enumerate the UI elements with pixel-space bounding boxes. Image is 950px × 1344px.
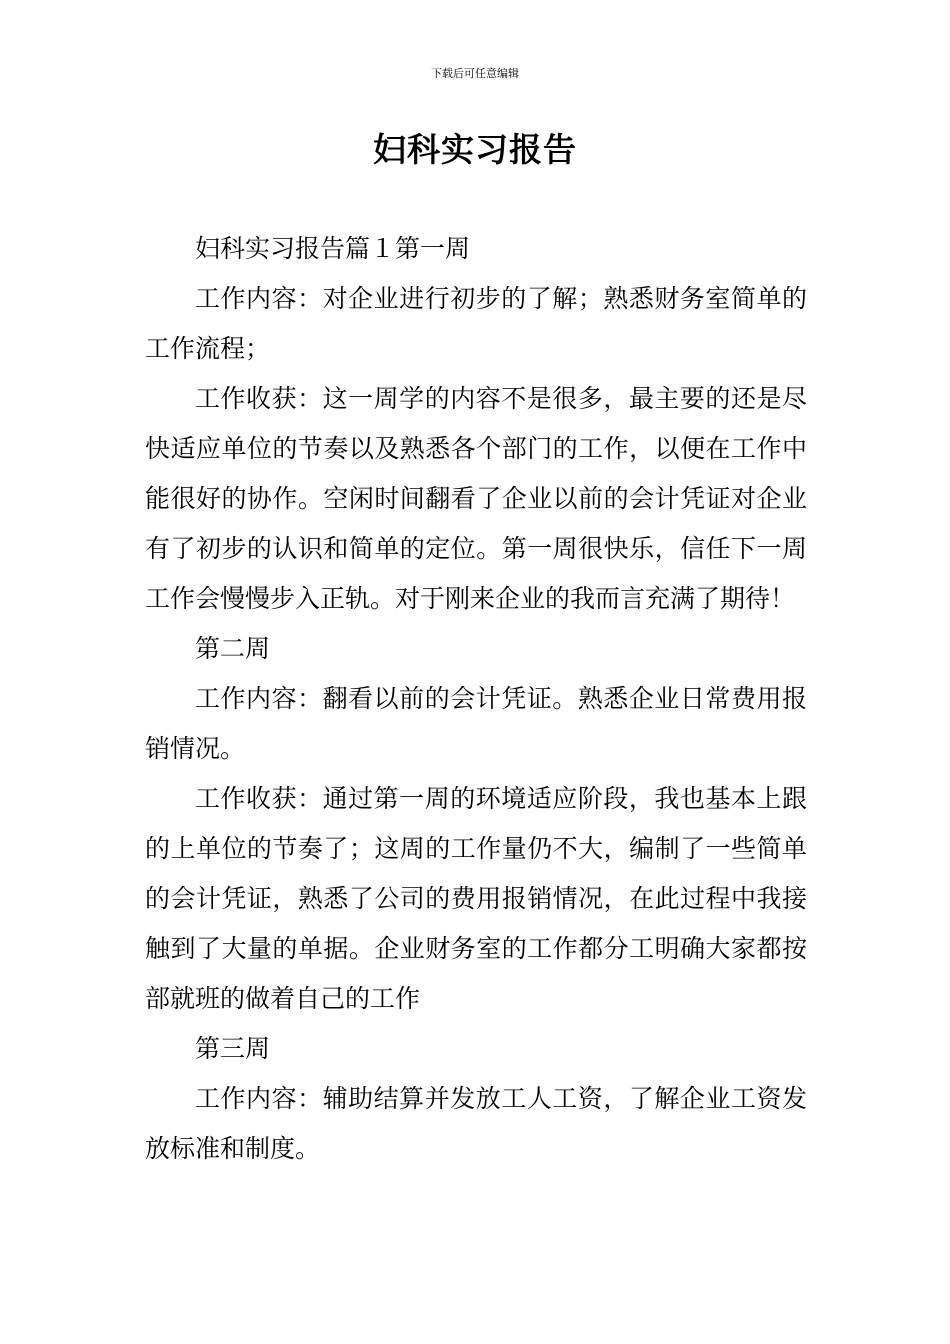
paragraph-heading-week-3: 第三周 xyxy=(195,1034,271,1063)
paragraph-week-3-work-content: 工作内容：辅助结算并发放工人工资，了解企业工资发放标准和制度。 xyxy=(145,1084,807,1163)
paragraph-section-heading-week-1: 妇科实习报告篇１第一周 xyxy=(195,234,471,263)
paragraph-week-2-work-content: 工作内容：翻看以前的会计凭证。熟悉企业日常费用报销情况。 xyxy=(145,684,807,763)
paragraph-week-1-work-gains: 工作收获：这一周学的内容不是很多，最主要的还是尽快适应单位的节奏以及熟悉各个部门的工作，以便在工作中能很好的协作。空闲时间翻看了企业以前的会计凭证对企业有了初步的认识和简单的定位。第一周很快乐，信任下一周工作会慢慢步入正轨。对于刚来企业的我而言充满了期待！ xyxy=(145,384,807,613)
paragraph-week-2-work-gains: 工作收获：通过第一周的环境适应阶段，我也基本上跟的上单位的节奏了；这周的工作量仍不大，编制了一些简单的会计凭证，熟悉了公司的费用报销情况，在此过程中我接触到了大量的单据。企业财务室的工作都分工明确大家都按部就班的做着自己的工作 xyxy=(145,784,807,1013)
paragraph-heading-week-2: 第二周 xyxy=(195,634,271,663)
header-note: 下载后可任意编辑 xyxy=(431,67,519,80)
document-title: 妇科实习报告 xyxy=(373,130,577,169)
paragraph-week-1-work-content: 工作内容：对企业进行初步的了解；熟悉财务室简单的工作流程； xyxy=(145,284,807,363)
document-body xyxy=(145,224,807,1174)
